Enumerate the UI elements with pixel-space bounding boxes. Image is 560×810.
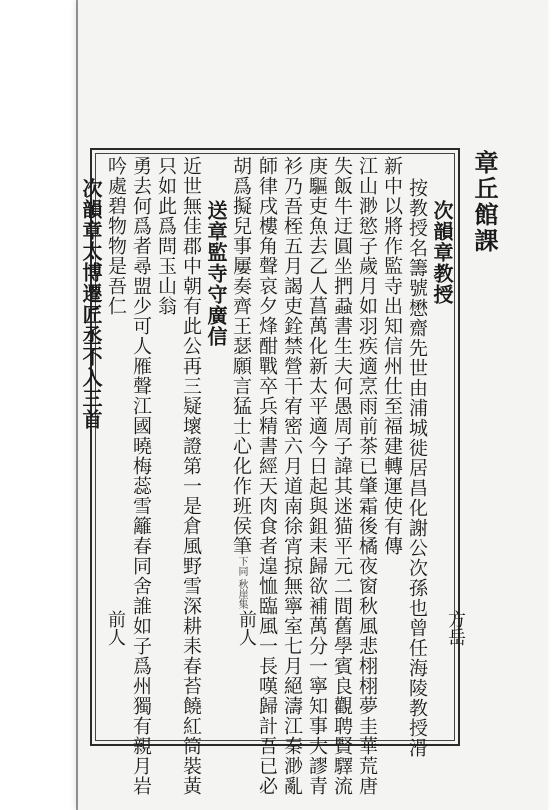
text-line: 只如此爲問玉山翁 (155, 156, 177, 316)
text-column (130, 156, 152, 796)
book-side-title-text: 章丘館課 (470, 150, 499, 254)
author-name: 前人 (105, 610, 126, 646)
text-line: 胡爲擬兒事屢奏齊王瑟願言猛士心化作班侯筆 (230, 156, 252, 556)
text-column (281, 156, 303, 796)
text-line: 庚驅吏魚去乙人菖萬化新太平適今日起與鉏耒歸欲補萬分一寧知事大謬青 (306, 156, 328, 796)
text-column (331, 156, 353, 796)
poem-title-column (205, 156, 226, 740)
text-column (180, 156, 202, 796)
author-name: 方岳 (445, 610, 466, 646)
poem-title: 次韻章教授 (430, 200, 454, 305)
author-signature (219, 610, 259, 646)
author-name: 前人 (236, 610, 257, 646)
text-column (406, 156, 428, 758)
text-column (356, 156, 378, 796)
poem-title-column (431, 156, 452, 740)
text-line: 勇去何爲者尋盟少可人雁聲江國曉梅蕊雪籬春同舍誰如子爲州獨有親月岩 (130, 156, 152, 796)
poem-title: 送章監寺守廣信 (204, 200, 228, 347)
author-signature (428, 610, 468, 646)
text-column (306, 156, 328, 796)
text-line: 師律戌樓角聲哀夕烽酣戰卒兵精書經天肉食者遑恤臨風一長嘆歸計吾已必 (256, 156, 278, 796)
text-line: 江山渺慾子歲月如羽疾適烹雨前茶已肇霜後橘夜窗秋風悲栩栩夢圭華荒唐 (356, 156, 378, 796)
text-column (381, 156, 402, 740)
text-column (155, 156, 176, 740)
text-column (230, 156, 252, 740)
book-side-title (470, 150, 502, 254)
annotation-note: 下同 秋崖集 (236, 556, 247, 610)
text-line: 失飯牛迂圓坐捫蝨書生夫何愚周子諱其迷猫平元二間舊學賓良觀聘賢驛流 (331, 156, 353, 796)
text-line: 按教授名籌號懋齋先世由浦城徙居昌化謝公次孫也曾任海陵教授滑 (406, 178, 428, 758)
poem-title: 次韻章太博遷匠丞不入三首 (79, 178, 103, 430)
text-block (79, 156, 454, 796)
poem-title-column (80, 156, 101, 740)
text-line: 吟處碧物物是吾仁 (105, 156, 127, 316)
author-signature (88, 610, 128, 646)
text-column (105, 156, 126, 740)
text-line: 近世無佳郡中朝有此公再三疑壞證第一是倉風野雪深耕耒春苔饒紅筒裝黃 (180, 156, 202, 796)
text-line: 衫乃吾桎五月謁吏銓禁營干宥密六月道南徐宵掠無寧室七月絕濤江秦渺亂 (281, 156, 303, 796)
text-line: 新中以將作監寺出知信州仕至福建轉運使有傳 (381, 156, 403, 556)
text-column (256, 156, 278, 796)
